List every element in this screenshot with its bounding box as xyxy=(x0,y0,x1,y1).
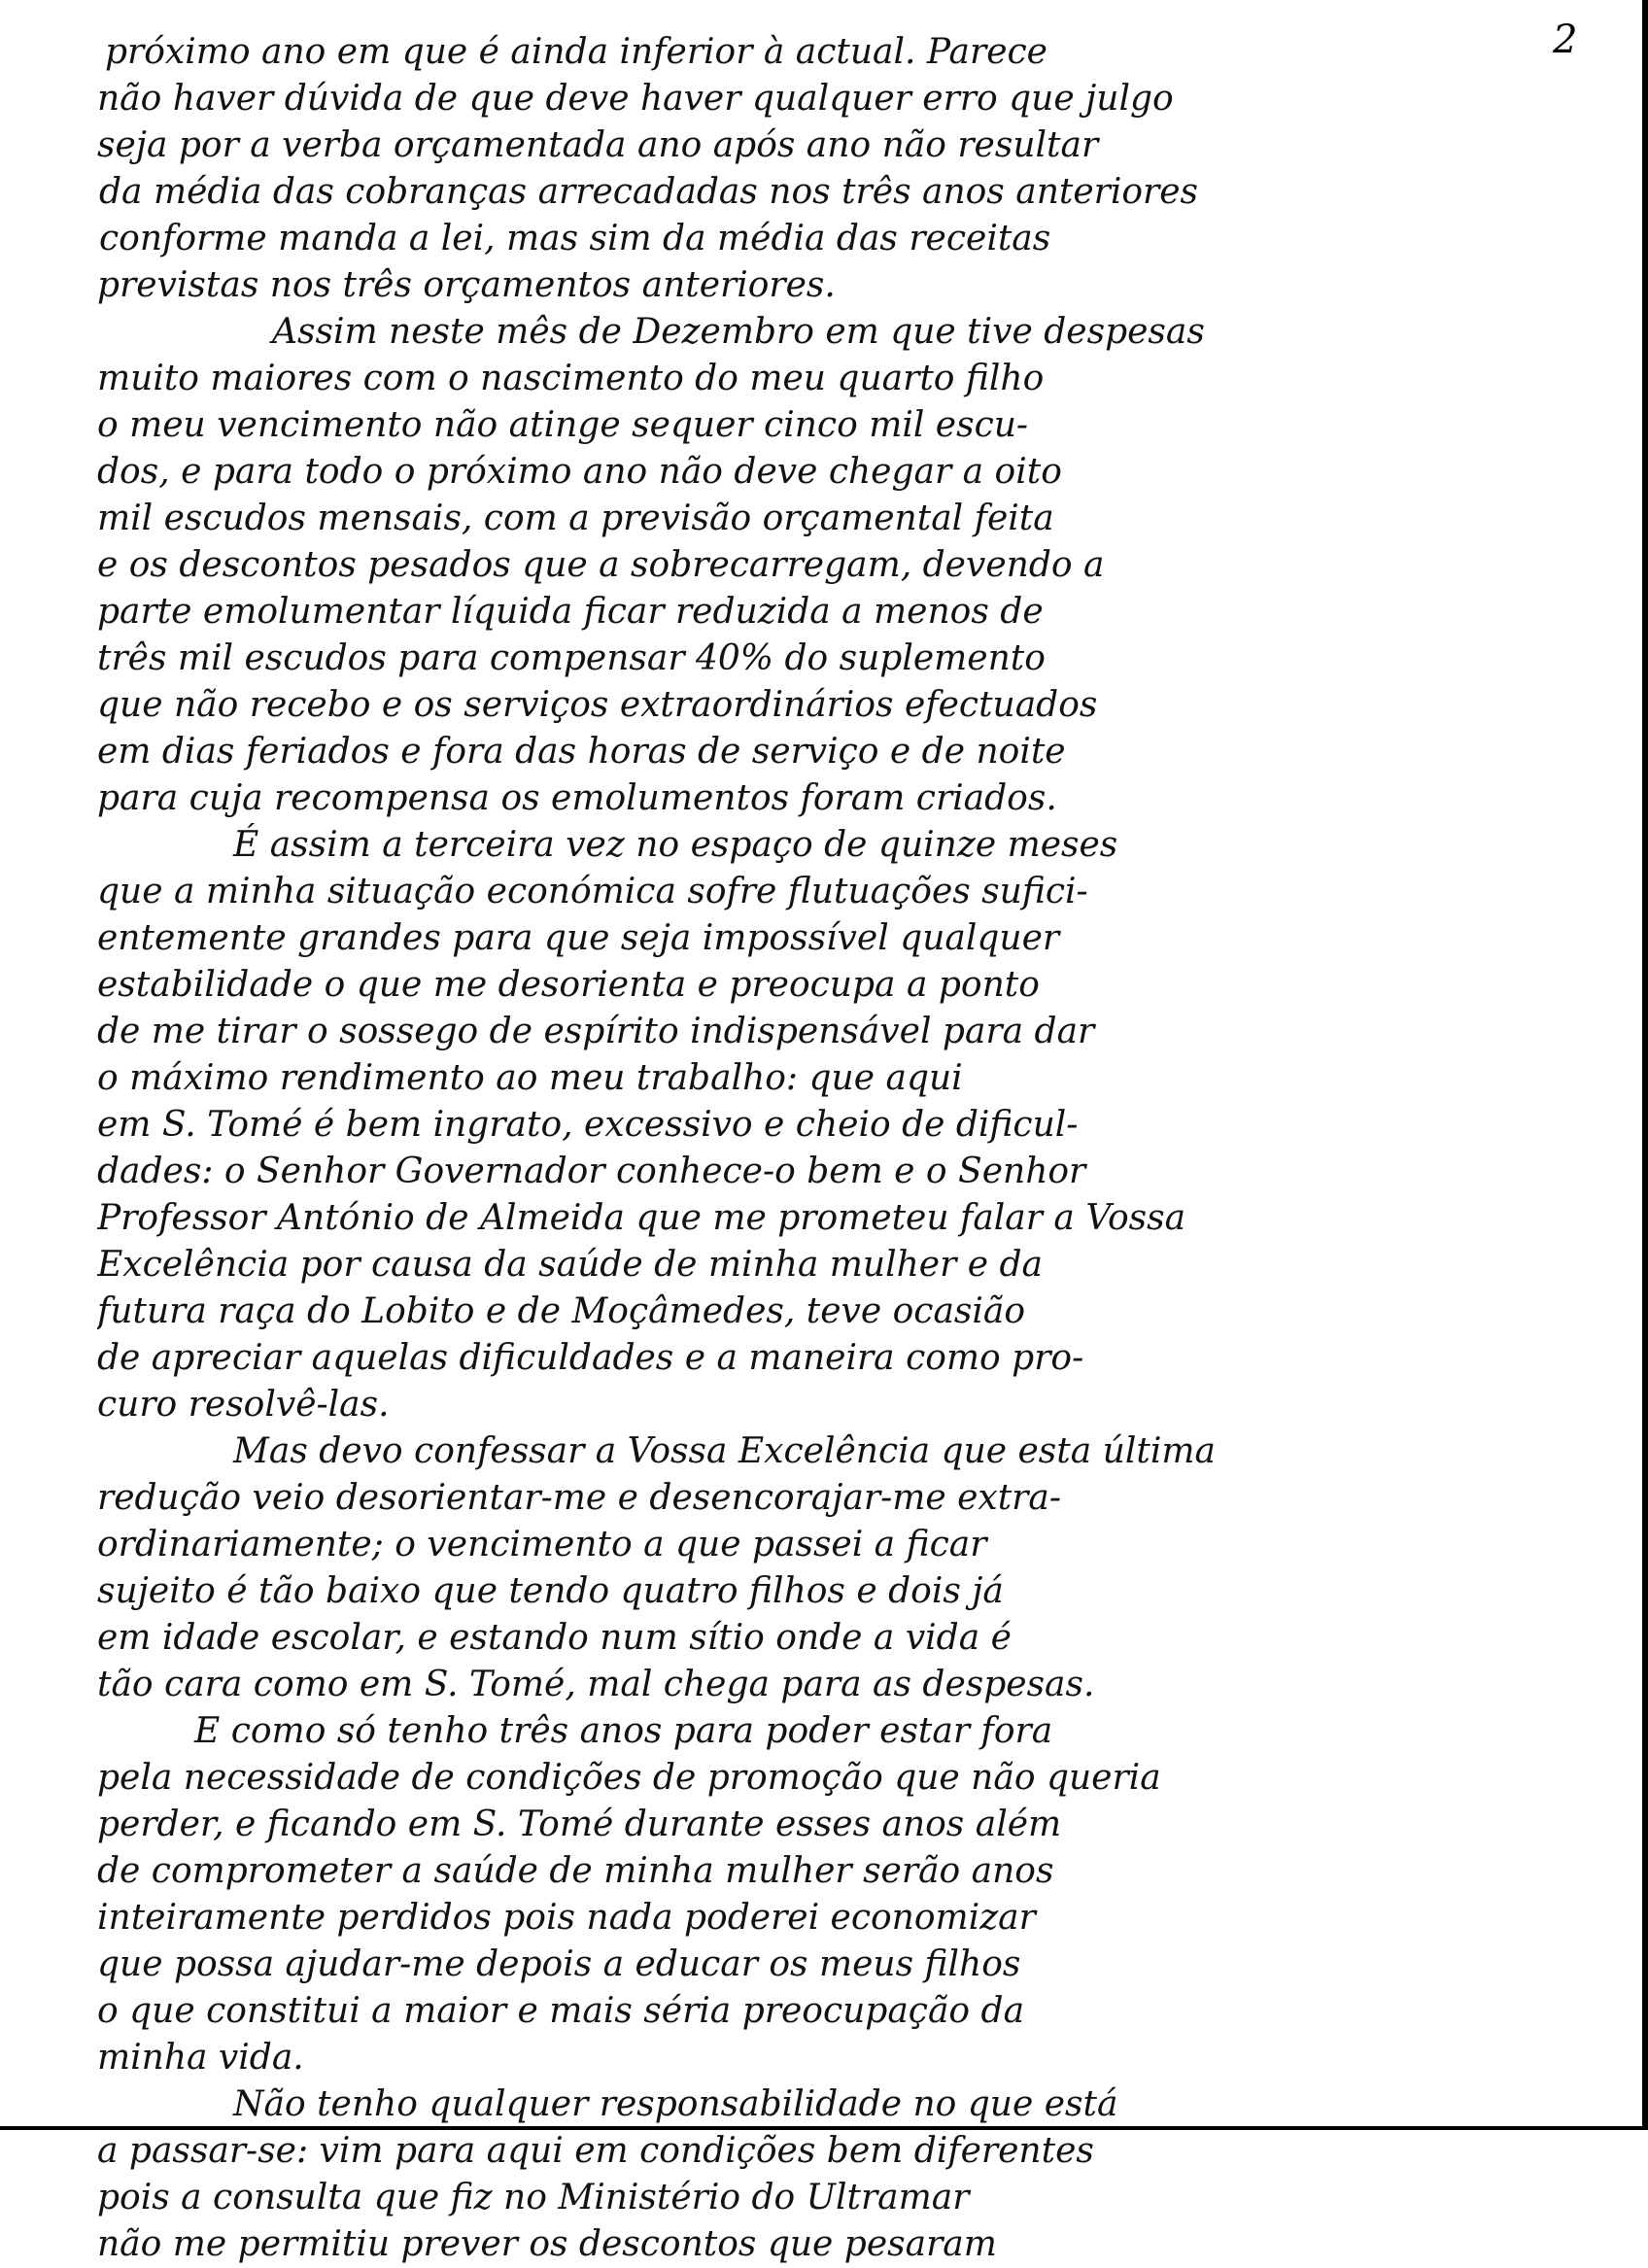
letter-line: muito maiores com o nascimento do meu quarto filho xyxy=(97,359,1045,398)
letter-line: minha vida. xyxy=(97,2038,304,2078)
letter-line: seja por a verba orçamentada ano após ano não resultar xyxy=(97,125,1099,165)
letter-line: o máximo rendimento ao meu trabalho: que aqui xyxy=(97,1058,963,1098)
page-number: 2 xyxy=(1553,17,1578,62)
letter-line: Mas devo confessar a Vossa Excelência que esta última xyxy=(233,1431,1216,1471)
letter-line: da média das cobranças arrecadadas nos três anos anteriores xyxy=(99,172,1199,212)
letter-line: redução veio desorientar-me e desencorajar-me extra- xyxy=(97,1478,1062,1518)
letter-line: É assim a terceira vez no espaço de quinze meses xyxy=(233,825,1118,865)
letter-line: não haver dúvida de que deve haver qualquer erro que julgo xyxy=(97,79,1174,119)
letter-line: que não recebo e os serviços extraordinários efectuados xyxy=(97,685,1098,725)
letter-line: dades: o Senhor Governador conhece-o bem e o Senhor xyxy=(97,1151,1086,1191)
letter-line: Não tenho qualquer responsabilidade no que está xyxy=(233,2084,1118,2124)
letter-line: conforme manda a lei, mas sim da média das receitas xyxy=(99,219,1051,258)
letter-line: ordinariamente; o vencimento a que passei a ficar xyxy=(97,1525,987,1564)
letter-line: de apreciar aquelas dificuldades e a maneira como pro- xyxy=(97,1338,1084,1378)
letter-line: próximo ano em que é ainda inferior à actual. Parece xyxy=(105,32,1047,72)
letter-line: que possa ajudar-me depois a educar os meus filhos xyxy=(97,1944,1021,1984)
letter-line: mil escudos mensais, com a previsão orçamental feita xyxy=(97,498,1054,538)
letter-line: curo resolvê-las. xyxy=(97,1385,390,1425)
scan-edge-right xyxy=(1642,0,1648,2130)
letter-line: a passar-se: vim para aqui em condições bem diferentes xyxy=(97,2131,1094,2171)
letter-line: de comprometer a saúde de minha mulher serão anos xyxy=(97,1851,1054,1891)
letter-line: o meu vencimento não atinge sequer cinco mil escu- xyxy=(97,405,1029,445)
letter-line: em dias feriados e fora das horas de serviço e de noite xyxy=(97,732,1066,772)
letter-line: três mil escudos para compensar 40% do suplemento xyxy=(97,638,1046,678)
letter-line: perder, e ficando em S. Tomé durante esses anos além xyxy=(97,1804,1062,1844)
letter-line: o que constitui a maior e mais séria preocupação da xyxy=(97,1991,1025,2031)
letter-line: Excelência por causa da saúde de minha mulher e da xyxy=(97,1245,1044,1285)
letter-line: e os descontos pesados que a sobrecarregam, devendo a xyxy=(97,545,1105,585)
letter-line: em S. Tomé é bem ingrato, excessivo e cheio de dificul- xyxy=(97,1105,1079,1145)
letter-line: entemente grandes para que seja impossível qualquer xyxy=(97,918,1060,958)
handwritten-letter-body xyxy=(97,29,1613,2268)
letter-line: pois a consulta que fiz no Ministério do Ultramar xyxy=(97,2178,970,2217)
letter-line: previstas nos três orçamentos anteriores. xyxy=(97,265,836,305)
letter-line: que a minha situação económica sofre flutuações sufici- xyxy=(97,872,1088,911)
letter-line: em idade escolar, e estando num sítio onde a vida é xyxy=(97,1618,1012,1658)
letter-line: de me tirar o sossego de espírito indispensável para dar xyxy=(97,1012,1095,1051)
letter-line: futura raça do Lobito e de Moçâmedes, teve ocasião xyxy=(97,1291,1026,1331)
letter-line: pela necessidade de condições de promoção que não queria xyxy=(97,1758,1161,1798)
letter-line: inteiramente perdidos pois nada poderei economizar xyxy=(97,1898,1036,1938)
letter-line: dos, e para todo o próximo ano não deve chegar a oito xyxy=(97,452,1062,492)
letter-line: sujeito é tão baixo que tendo quatro filhos e dois já xyxy=(97,1571,1004,1611)
letter-line: Professor António de Almeida que me prometeu falar a Vossa xyxy=(97,1198,1186,1238)
letter-line: parte emolumentar líquida ficar reduzida a menos de xyxy=(97,592,1044,632)
letter-line: para cuja recompensa os emolumentos foram criados. xyxy=(97,778,1057,818)
letter-line: Assim neste mês de Dezembro em que tive despesas xyxy=(272,312,1205,352)
letter-line: tão cara como em S. Tomé, mal chega para as despesas. xyxy=(97,1665,1095,1704)
letter-line: não me permitiu prever os descontos que pesaram xyxy=(97,2224,997,2264)
letter-line: E como só tenho três anos para poder estar fora xyxy=(194,1711,1053,1751)
letter-line: estabilidade o que me desorienta e preocupa a ponto xyxy=(97,965,1040,1005)
